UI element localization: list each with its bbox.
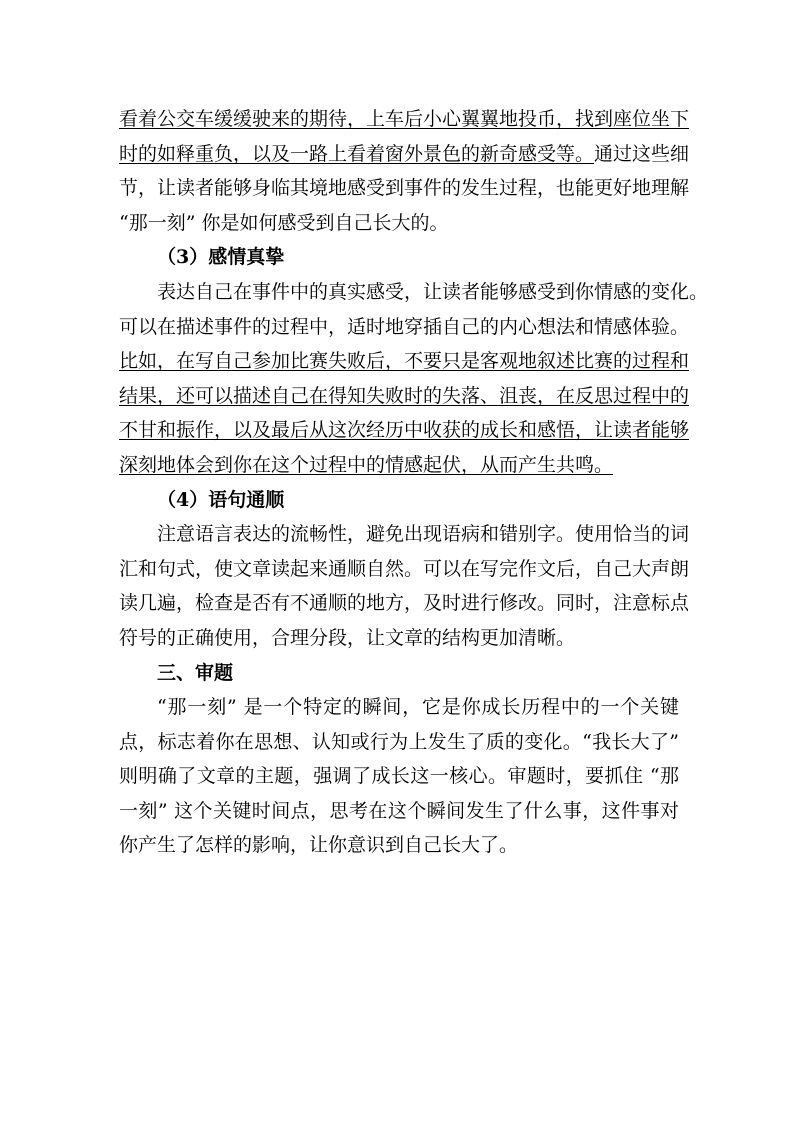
paragraph-line [119,344,690,379]
plain-text: “那一刻” 你是如何感受到自己长大的。 [119,211,449,234]
plain-text: 则明确了文章的主题，强调了成长这一核心。审题时，要抓住 “那 [119,765,679,788]
plain-text: 一刻” 这个关键时间点，思考在这个瞬间发生了什么事，这件事对 [119,799,679,822]
paragraph-line [119,690,679,725]
plain-text: 节，让读者能够身临其境地感受到事件的发生过程，也能更好地理解 [119,177,690,200]
underlined-text: 时的如释重负，以及一路上看着窗外景色的新奇感受等。 [119,142,595,165]
paragraph-line [119,379,690,414]
document-body [119,102,709,863]
section-heading-shenti: 三、审题 [157,661,234,684]
paragraph-line [119,137,690,172]
plain-text: 汇和句式，使文章读起来通顺自然。可以在写完作文后，自己大声朗 [119,557,690,580]
plain-text: 表达自己在事件中的真实感受，让读者能够感受到你情感的变化。 [157,280,709,303]
underlined-text: 不甘和振作，以及最后从这次经历中收获的成长和感悟，让读者能够 [119,419,690,442]
paragraph-line [119,275,709,310]
paragraph-line [119,552,690,587]
paragraph-line [119,725,679,760]
plain-text: 符号的正确使用，合理分段，让文章的结构更加清晰。 [119,626,576,649]
plain-text: 你产生了怎样的影响，让你意识到自己长大了。 [119,834,519,857]
plain-text: 通过这些细 [594,142,690,165]
paragraph-line [119,413,690,448]
paragraph-line [119,171,690,206]
paragraph-line [119,621,679,656]
paragraph-line [119,517,690,552]
section-heading-3: （3）感情真挚 [157,246,285,269]
plain-text: 读几遍，检查是否有不通顺的地方，及时进行修改。同时，注意标点 [119,592,690,615]
paragraph-line [119,828,679,863]
paragraph-line [119,206,679,241]
paragraph-line [119,448,679,483]
paragraph-line [119,759,679,794]
plain-text: 点，标志着你在思想、认知或行为上发生了质的变化。“我长大了” [119,730,679,753]
paragraph-line [119,102,690,137]
underlined-text: 比如，在写自己参加比赛失败后，不要只是客观地叙述比赛的过程和 [119,350,690,373]
paragraph-line [119,586,690,621]
plain-text: 可以在描述事件的过程中，适时地穿插自己的内心想法和情感体验。 [119,315,690,338]
underlined-text: 结果，还可以描述自己在得知失败时的失落、沮丧，在反思过程中的 [119,384,690,407]
paragraph-line [119,310,690,345]
paragraph-line [119,794,679,829]
underlined-text: 看着公交车缓缓驶来的期待，上车后小心翼翼地投币，找到座位坐下 [119,108,690,130]
underlined-text: 深刻地体会到你在这个过程中的情感起伏，从而产生共鸣。 [119,453,614,476]
section-heading-4: （4）语句通顺 [157,488,285,511]
plain-text: 注意语言表达的流畅性，避免出现语病和错别字。使用恰当的词 [157,523,690,546]
plain-text: “那一刻” 是一个特定的瞬间，它是你成长历程中的一个关键 [157,696,679,719]
